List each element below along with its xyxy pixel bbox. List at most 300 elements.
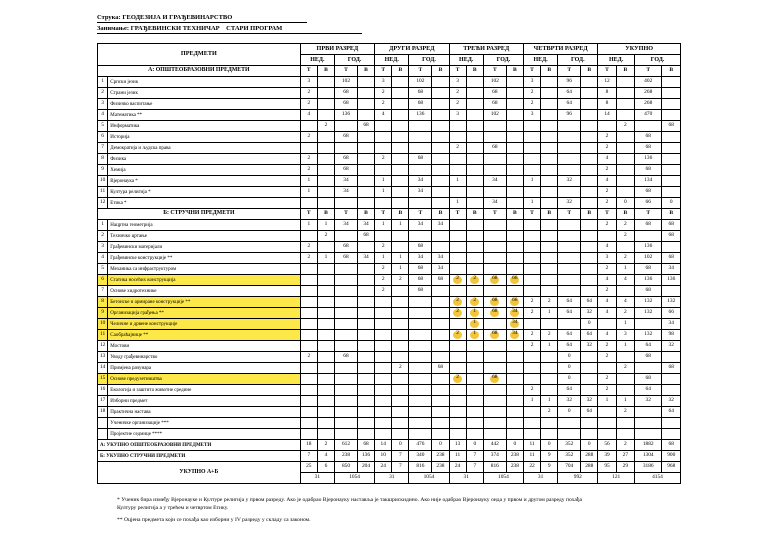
value-cell: 66 — [662, 308, 681, 319]
value-cell: 0 — [558, 407, 581, 418]
value-cell: 0 — [558, 352, 581, 363]
value-cell — [375, 429, 392, 440]
value-cell: 3 — [523, 110, 540, 121]
value-cell: 34 — [432, 253, 449, 264]
row-number: 5 — [98, 264, 108, 275]
value-cell — [541, 374, 558, 385]
v-label: В — [616, 209, 634, 220]
subject-row — [98, 264, 681, 275]
value-cell: 68 — [634, 187, 661, 198]
value-cell — [317, 110, 334, 121]
value-cell — [449, 308, 466, 319]
highlight-dot: 1 — [470, 320, 479, 328]
subject-row — [98, 231, 681, 242]
value-cell — [523, 231, 540, 242]
value-cell: 68 — [483, 143, 506, 154]
value-cell — [392, 308, 409, 319]
value-cell — [432, 396, 449, 407]
value-cell — [432, 297, 449, 308]
value-cell: 2 — [523, 88, 540, 99]
value-cell — [317, 264, 334, 275]
value-cell: 98 — [662, 330, 681, 341]
value-cell: 68 — [409, 264, 432, 275]
value-cell — [392, 77, 409, 88]
total-cell: 13 — [449, 440, 466, 451]
value-cell — [558, 418, 581, 429]
value-cell — [466, 99, 483, 110]
value-cell — [662, 385, 681, 396]
t-label: Т — [483, 66, 506, 77]
value-cell: 134 — [634, 176, 661, 187]
footnote-religion: * Ученик бира између Вјеронауке и Културе религија у првом разреду. Ако је одабрао Вјеронауку наставља је такшрискидино. Ако није одабрао Вјеронауку онда у првом и другом разреду похађа Културу религија а у трећем и четвртом Етику. — [117, 497, 582, 512]
value-cell — [483, 154, 506, 165]
total-ab-cell: 95 — [598, 462, 616, 473]
value-cell: 68 — [335, 253, 358, 264]
value-cell — [335, 231, 358, 242]
total-cell: 352 — [558, 440, 581, 451]
value-cell: 2 — [523, 297, 540, 308]
value-cell — [432, 385, 449, 396]
value-cell — [466, 88, 483, 99]
value-cell: 2 — [598, 352, 616, 363]
value-cell — [357, 429, 374, 440]
value-cell — [523, 363, 540, 374]
value-cell — [483, 308, 506, 319]
value-cell — [449, 165, 466, 176]
value-cell — [357, 275, 374, 286]
value-cell — [616, 77, 634, 88]
value-cell — [392, 407, 409, 418]
value-cell — [466, 187, 483, 198]
value-cell: 68 — [662, 231, 681, 242]
value-cell — [541, 319, 558, 330]
value-cell — [409, 165, 432, 176]
value-cell — [466, 231, 483, 242]
value-cell — [317, 242, 334, 253]
value-cell: 34 — [662, 264, 681, 275]
value-cell — [466, 132, 483, 143]
value-cell: 3 — [598, 253, 616, 264]
value-cell: 4 — [598, 154, 616, 165]
value-cell — [375, 165, 392, 176]
subject-row — [98, 396, 681, 407]
value-cell — [506, 187, 523, 198]
value-cell — [483, 363, 506, 374]
t-label: Т — [409, 209, 432, 220]
value-cell — [392, 187, 409, 198]
value-cell — [506, 121, 523, 132]
value-cell: 34 — [409, 253, 432, 264]
subject-row — [98, 275, 681, 286]
row-number — [98, 418, 108, 429]
value-cell: 68 — [409, 88, 432, 99]
total-ab-cell: 29 — [616, 462, 634, 473]
value-cell — [449, 242, 466, 253]
value-cell: 136 — [409, 110, 432, 121]
value-cell: 1 — [375, 187, 392, 198]
total-cell: 352 — [558, 451, 581, 462]
value-cell: 1 — [375, 176, 392, 187]
value-cell — [634, 363, 661, 374]
total-cell: 442 — [483, 440, 506, 451]
value-cell: 2 — [598, 286, 616, 297]
row-number: 6 — [98, 275, 108, 286]
value-cell — [581, 264, 598, 275]
total-ab-cell: 288 — [581, 462, 598, 473]
total-ab-sum: 31 — [523, 473, 557, 484]
value-cell — [523, 253, 540, 264]
value-cell — [581, 154, 598, 165]
highlight-dot: 68 — [490, 331, 499, 339]
value-cell — [409, 297, 432, 308]
value-cell: 2 — [300, 352, 317, 363]
t-label: Т — [300, 209, 317, 220]
value-cell — [409, 319, 432, 330]
value-cell — [392, 418, 409, 429]
v-label: В — [541, 66, 558, 77]
value-cell — [598, 407, 616, 418]
value-cell: 2 — [616, 407, 634, 418]
value-cell — [392, 319, 409, 330]
value-cell — [300, 286, 317, 297]
value-cell: 0 — [558, 363, 581, 374]
value-cell — [409, 352, 432, 363]
value-cell — [466, 352, 483, 363]
value-cell — [662, 132, 681, 143]
value-cell: 2 — [598, 198, 616, 209]
value-cell — [357, 88, 374, 99]
t-label: Т — [483, 209, 506, 220]
week-header: НЕД. — [300, 55, 334, 66]
value-cell: 8 — [598, 99, 616, 110]
value-cell — [392, 231, 409, 242]
value-cell — [483, 418, 506, 429]
value-cell — [466, 407, 483, 418]
highlight-dot: 34 — [510, 331, 519, 339]
value-cell — [662, 286, 681, 297]
value-cell — [483, 396, 506, 407]
value-cell — [616, 352, 634, 363]
value-cell: 1 — [300, 187, 317, 198]
value-cell: 68 — [357, 121, 374, 132]
value-cell — [523, 264, 540, 275]
total-ab-sum: 31 — [449, 473, 483, 484]
value-cell — [392, 99, 409, 110]
value-cell — [466, 319, 483, 330]
value-cell — [541, 220, 558, 231]
row-number: 2 — [98, 88, 108, 99]
value-cell — [616, 429, 634, 440]
value-cell — [357, 154, 374, 165]
value-cell — [523, 352, 540, 363]
value-cell — [335, 396, 358, 407]
value-cell: 64 — [558, 330, 581, 341]
value-cell — [616, 286, 634, 297]
value-cell — [300, 418, 317, 429]
value-cell — [581, 88, 598, 99]
row-number: 4 — [98, 110, 108, 121]
value-cell: 3 — [375, 77, 392, 88]
total-ab-row-1 — [98, 462, 681, 473]
highlight-dot: 2 — [453, 276, 462, 284]
value-cell: 2 — [523, 99, 540, 110]
value-cell — [432, 319, 449, 330]
total-cell: 2 — [317, 440, 334, 451]
row-number: 1 — [98, 77, 108, 88]
value-cell — [375, 330, 392, 341]
value-cell — [432, 110, 449, 121]
value-cell: 2 — [523, 385, 540, 396]
total-cell: 7 — [392, 451, 409, 462]
value-cell — [357, 330, 374, 341]
value-cell — [317, 275, 334, 286]
subject-row — [98, 198, 681, 209]
value-cell — [392, 352, 409, 363]
value-cell — [466, 275, 483, 286]
value-cell: 470 — [634, 110, 661, 121]
value-cell: 4 — [598, 308, 616, 319]
section-title: А: ОПШТЕОБРАЗОВНИ ПРЕДМЕТИ — [98, 66, 301, 77]
value-cell: 132 — [634, 308, 661, 319]
value-cell — [317, 297, 334, 308]
subjects-header: ПРЕДМЕТИ — [98, 44, 301, 66]
value-cell — [409, 308, 432, 319]
value-cell — [300, 143, 317, 154]
value-cell — [662, 143, 681, 154]
value-cell: 68 — [483, 88, 506, 99]
value-cell — [375, 143, 392, 154]
value-cell — [616, 165, 634, 176]
value-cell: 102 — [483, 77, 506, 88]
value-cell — [375, 132, 392, 143]
value-cell: 68 — [409, 154, 432, 165]
value-cell: 2 — [392, 275, 409, 286]
profile-value: ГРАЂЕВИНСКИ ТЕХНИЧАР СТАРИ ПРОГРАМ — [130, 25, 283, 32]
subject-row — [98, 352, 681, 363]
value-cell: 132 — [634, 297, 661, 308]
row-number: 10 — [98, 319, 108, 330]
t-label: Т — [300, 66, 317, 77]
subject-name: Екологија и заштита животне средине — [108, 385, 300, 396]
value-cell: 4 — [300, 110, 317, 121]
value-cell — [335, 308, 358, 319]
value-cell — [506, 330, 523, 341]
value-cell — [523, 154, 540, 165]
total-cell: 136 — [357, 451, 374, 462]
value-cell — [598, 231, 616, 242]
total-label: Б: УКУПНО СТРУЧНИ ПРЕДМЕТИ — [98, 451, 301, 462]
value-cell — [317, 187, 334, 198]
value-cell — [432, 352, 449, 363]
subject-row — [98, 429, 681, 440]
value-cell — [335, 286, 358, 297]
value-cell — [523, 220, 540, 231]
value-cell — [616, 143, 634, 154]
value-cell — [317, 176, 334, 187]
total-cell: 56 — [598, 440, 616, 451]
value-cell — [375, 396, 392, 407]
value-cell — [662, 429, 681, 440]
value-cell: 2 — [598, 187, 616, 198]
value-cell — [523, 121, 540, 132]
value-cell — [409, 396, 432, 407]
value-cell: 32 — [558, 198, 581, 209]
value-cell — [541, 77, 558, 88]
value-cell: 64 — [558, 341, 581, 352]
value-cell: 2 — [375, 88, 392, 99]
total-ab-sum: 121 — [598, 473, 635, 484]
value-cell: 64 — [558, 99, 581, 110]
grade-header: ДРУГИ РАЗРЕД — [375, 44, 449, 55]
value-cell — [432, 198, 449, 209]
value-cell — [616, 385, 634, 396]
value-cell — [506, 297, 523, 308]
value-cell: 2 — [598, 165, 616, 176]
value-cell — [466, 385, 483, 396]
value-cell — [449, 220, 466, 231]
value-cell — [523, 143, 540, 154]
value-cell — [662, 110, 681, 121]
total-ab-sum: 4154 — [634, 473, 680, 484]
value-cell: 2 — [375, 99, 392, 110]
value-cell — [449, 286, 466, 297]
value-cell — [357, 132, 374, 143]
row-number: 2 — [98, 231, 108, 242]
highlight-dot: 68 — [490, 309, 499, 317]
value-cell: 34 — [335, 187, 358, 198]
value-cell — [392, 198, 409, 209]
subject-row — [98, 286, 681, 297]
subject-row — [98, 176, 681, 187]
value-cell — [523, 275, 540, 286]
value-cell: 68 — [357, 231, 374, 242]
value-cell — [357, 374, 374, 385]
value-cell: 4 — [598, 275, 616, 286]
value-cell: 68 — [409, 275, 432, 286]
value-cell — [483, 352, 506, 363]
v-label: В — [357, 66, 374, 77]
v-label: В — [541, 209, 558, 220]
value-cell — [357, 242, 374, 253]
value-cell — [409, 418, 432, 429]
row-number — [98, 429, 108, 440]
value-cell — [662, 352, 681, 363]
value-cell: 4 — [616, 297, 634, 308]
v-label: В — [506, 209, 523, 220]
value-cell — [616, 374, 634, 385]
t-label: Т — [449, 66, 466, 77]
value-cell — [317, 143, 334, 154]
value-cell — [317, 99, 334, 110]
value-cell: 34 — [432, 220, 449, 231]
value-cell — [466, 253, 483, 264]
value-cell: 68 — [662, 121, 681, 132]
value-cell: 136 — [634, 242, 661, 253]
value-cell — [506, 264, 523, 275]
value-cell — [317, 429, 334, 440]
value-cell — [392, 121, 409, 132]
row-number: 16 — [98, 385, 108, 396]
value-cell: 68 — [409, 286, 432, 297]
value-cell — [357, 418, 374, 429]
value-cell: 96 — [558, 77, 581, 88]
value-cell — [616, 418, 634, 429]
t-label: Т — [375, 209, 392, 220]
year-header: ГОД. — [335, 55, 375, 66]
value-cell — [392, 242, 409, 253]
value-cell: 132 — [662, 297, 681, 308]
subject-name: Грађевински материјали — [108, 242, 300, 253]
value-cell: 1 — [392, 220, 409, 231]
v-label: В — [581, 209, 598, 220]
value-cell: 2 — [300, 253, 317, 264]
value-cell — [317, 330, 334, 341]
value-cell: 14 — [598, 110, 616, 121]
value-cell — [541, 363, 558, 374]
total-ab-cell: 204 — [357, 462, 374, 473]
value-cell: 0 — [616, 198, 634, 209]
value-cell: 64 — [581, 297, 598, 308]
value-cell — [483, 231, 506, 242]
value-cell: 102 — [634, 253, 661, 264]
v-label: В — [616, 66, 634, 77]
v-label: В — [662, 209, 681, 220]
subject-row — [98, 121, 681, 132]
value-cell — [449, 418, 466, 429]
value-cell — [375, 308, 392, 319]
value-cell — [616, 187, 634, 198]
value-cell: 12 — [598, 77, 616, 88]
value-cell — [392, 341, 409, 352]
value-cell: 2 — [300, 88, 317, 99]
value-cell — [523, 286, 540, 297]
value-cell — [558, 154, 581, 165]
value-cell — [541, 253, 558, 264]
value-cell — [357, 77, 374, 88]
subject-name: Челичне и дрвене конструкције — [108, 319, 300, 330]
subject-name: Статика носећих конструкција — [108, 275, 300, 286]
row-number: 6 — [98, 132, 108, 143]
value-cell — [449, 330, 466, 341]
total-label: А: УКУПНО ОПШТЕОБРАЗОВНИ ПРЕДМЕТИ — [98, 440, 301, 451]
value-cell — [432, 341, 449, 352]
value-cell: 64 — [634, 385, 661, 396]
value-cell — [483, 341, 506, 352]
value-cell — [392, 374, 409, 385]
value-cell: 32 — [662, 341, 681, 352]
value-cell: 1 — [541, 396, 558, 407]
value-cell: 2 — [375, 275, 392, 286]
value-cell — [483, 374, 506, 385]
value-cell — [558, 121, 581, 132]
total-cell: 374 — [483, 451, 506, 462]
value-cell: 1 — [375, 253, 392, 264]
value-cell — [541, 165, 558, 176]
subject-row — [98, 330, 681, 341]
value-cell: 2 — [598, 341, 616, 352]
row-number: 3 — [98, 99, 108, 110]
value-cell — [300, 330, 317, 341]
value-cell — [581, 231, 598, 242]
value-cell — [357, 110, 374, 121]
value-cell — [581, 99, 598, 110]
value-cell: 8 — [598, 88, 616, 99]
value-cell — [483, 330, 506, 341]
value-cell: 68 — [409, 242, 432, 253]
value-cell: 136 — [662, 275, 681, 286]
value-cell — [506, 253, 523, 264]
total-ab-cell: 238 — [432, 462, 449, 473]
